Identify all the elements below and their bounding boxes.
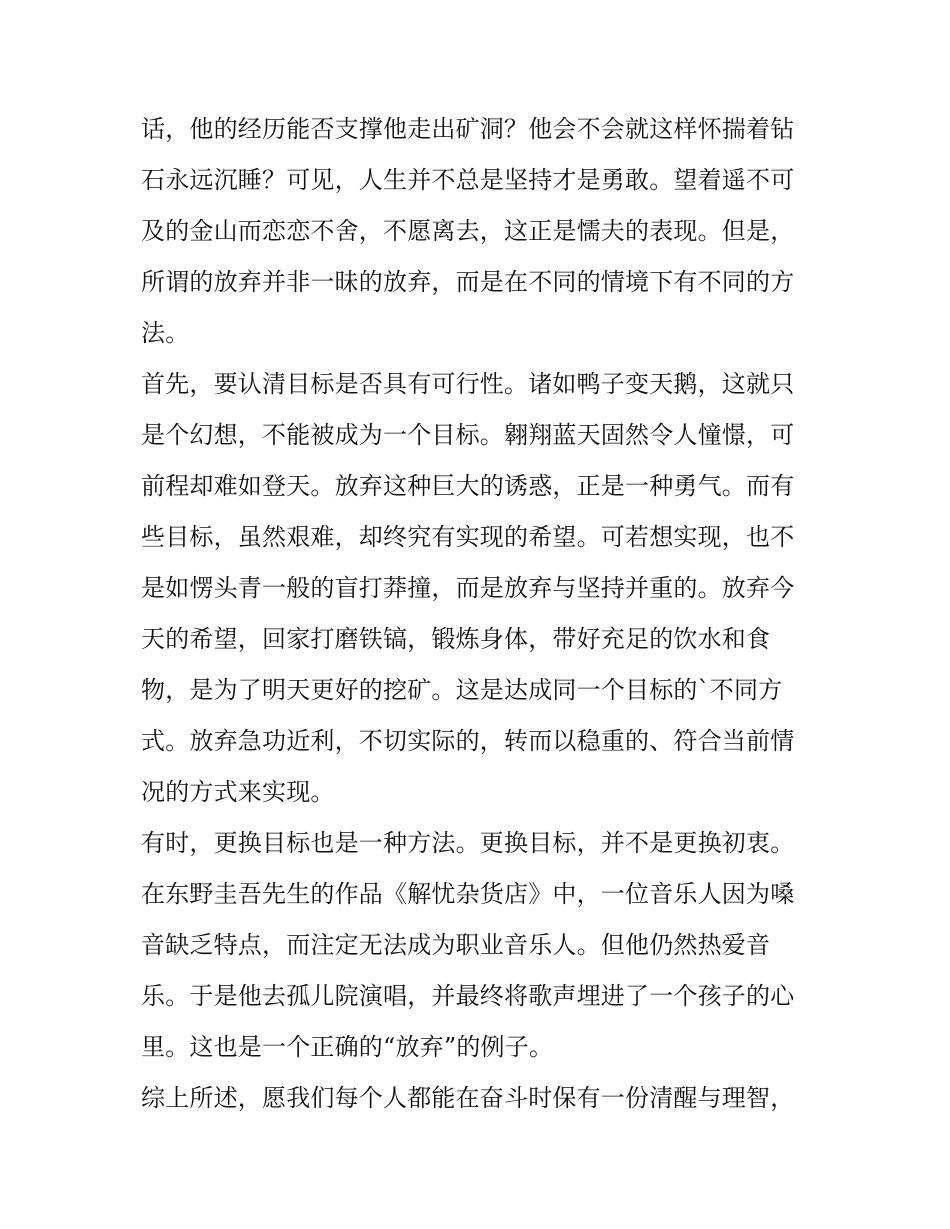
text-line: 在东野圭吾先生的作品《解忧杂货店》中，一位音乐人因为嗓	[141, 880, 795, 908]
text-line: 话，他的经历能否支撑他走出矿洞？他会不会就这样怀揣着钻	[141, 115, 795, 143]
text-line: 天的希望，回家打磨铁镐，锻炼身体，带好充足的饮水和食	[141, 625, 771, 653]
text-line: 有时，更换目标也是一种方法。更换目标，并不是更换初衷。	[141, 829, 795, 857]
essay-text	[141, 104, 831, 1124]
text-line: 乐。于是他去孤儿院演唱，并最终将歌声埋进了一个孩子的心	[141, 982, 795, 1010]
text-line: 所谓的放弃并非一昧的放弃，而是在不同的情境下有不同的方	[141, 268, 795, 296]
text-line: 石永远沉睡？可见，人生并不总是坚持才是勇敢。望着遥不可	[141, 166, 795, 194]
text-line: 些目标，虽然艰难，却终究有实现的希望。可若想实现，也不	[141, 523, 795, 551]
text-line: 法。	[141, 319, 190, 347]
text-line: 物，是为了明天更好的挖矿。这是达成同一个目标的`不同方	[141, 676, 783, 704]
text-line: 况的方式来实现。	[141, 778, 335, 806]
text-line: 首先，要认清目标是否具有可行性。诸如鸭子变天鹅，这就只	[141, 370, 795, 398]
text-line: 前程却难如登天。放弃这种巨大的诱惑，正是一种勇气。而有	[141, 472, 795, 500]
text-line: 是个幻想，不能被成为一个目标。翱翔蓝天固然令人憧憬，可	[141, 421, 795, 449]
text-line: 是如愣头青一般的盲打莽撞，而是放弃与坚持并重的。放弃今	[141, 574, 795, 602]
text-line: 及的金山而恋恋不舍，不愿离去，这正是懦夫的表现。但是，	[141, 217, 795, 245]
text-line: 综上所述，愿我们每个人都能在奋斗时保有一份清醒与理智，	[141, 1084, 795, 1112]
text-line: 音缺乏特点，而注定无法成为职业音乐人。但他仍然热爱音	[141, 931, 771, 959]
text-line: 里。这也是一个正确的“放弃”的例子。	[141, 1033, 554, 1061]
text-line: 式。放弃急功近利，不切实际的，转而以稳重的、符合当前情	[141, 727, 795, 755]
